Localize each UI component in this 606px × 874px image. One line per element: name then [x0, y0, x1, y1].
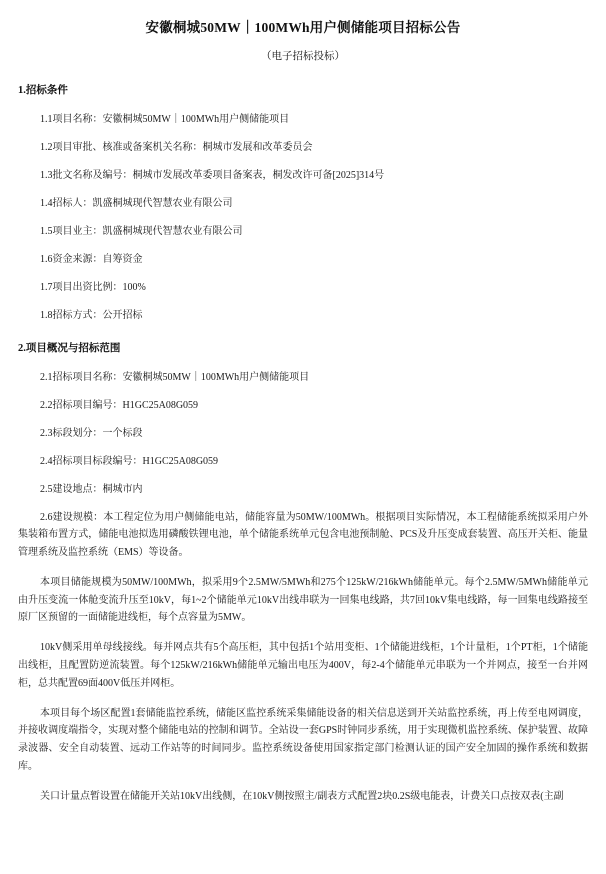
- clause-2-2: 2.2招标项目编号：H1GC25A08G059: [40, 399, 199, 411]
- document-subtitle: （电子招标投标）: [261, 51, 345, 63]
- clause-1-7: 1.7项目出资比例：100%: [40, 281, 146, 293]
- clause-1-1: 1.1项目名称：安徽桐城50MW｜100MWh用户侧储能项目: [40, 113, 290, 125]
- clause-2-4: 2.4招标项目标段编号：H1GC25A08G059: [40, 455, 219, 467]
- paragraph-metering-point: 关口计量点暂设置在储能开关站10kV出线侧，在10kV侧按照主/副表方式配置2块0.2S级电能表，计费关口点按双表(主副: [40, 790, 564, 802]
- clause-1-3: 1.3批文名称及编号：桐城市发展改革委项目备案表，桐发改许可备[2025]314号: [40, 169, 385, 181]
- clause-1-5: 1.5项目业主：凯盛桐城现代智慧农业有限公司: [40, 225, 243, 237]
- clause-2-5: 2.5建设地点：桐城市内: [40, 483, 143, 495]
- paragraph-storage-scale: 本项目储能规模为50MW/100MWh，拟采用9个2.5MW/5MWh和275个125kW/216kWh储能单元。每个2.5MW/5MWh储能单元由升压变流一体舱变流升压至10kV，每1~2个储能单元10kV出线串联为一回集电线路，共7回10kV集电线路，每一回集电线路接至原厂区预留的一面储能进线柜，每个点容量为5MW。: [18, 576, 588, 624]
- clause-1-2: 1.2项目审批、核准或备案机关名称：桐城市发展和改革委员会: [40, 141, 313, 153]
- clause-2-3: 2.3标段划分：一个标段: [40, 427, 143, 439]
- paragraph-10kv-busbar: 10kV侧采用单母线接线。每并网点共有5个高压柜，其中包括1个站用变柜、1个储能进线柜，1个计量柜，1个PT柜，1个储能出线柜，且配置防逆流装置。每个125kW/216kWh储能单元输出电压为400V，每2-4个储能单元串联为一个并网点，接至一台并网柜，总共配置69面400V低压并网柜。: [18, 642, 588, 689]
- clause-1-6: 1.6资金来源：自筹资金: [40, 253, 143, 265]
- clause-1-4: 1.4招标人：凯盛桐城现代智慧农业有限公司: [40, 197, 233, 209]
- clause-2-6-paragraph: 2.6建设规模：本工程定位为用户侧储能电站，储能容量为50MW/100MWh。根据项目实际情况，本工程储能系统拟采用户外集装箱布置方式，储能电池拟选用磷酸铁锂电池，单个储能系统单元包含电池预制舱、PCS及升压变成套装置、高压开关柜、能量管理系统及监控系统（EMS）等设备。: [18, 511, 588, 559]
- clause-1-8: 1.8招标方式：公开招标: [40, 309, 143, 321]
- section-heading-2: 2.项目概况与招标范围: [18, 342, 121, 354]
- clause-2-1: 2.1招标项目名称：安徽桐城50MW｜100MWh用户侧储能项目: [40, 371, 310, 383]
- page-title: 安徽桐城50MW｜100MWh用户侧储能项目招标公告: [145, 20, 461, 35]
- section-heading-1: 1.招标条件: [18, 85, 68, 96]
- paragraph-monitoring-system: 本项目每个场区配置1套储能监控系统，储能区监控系统采集储能设备的相关信息送到开关站监控系统，再上传至电网调度，并接收调度端指令，实现对整个储能电站的控制和调节。全站设一套GPS时钟同步系统，用于实现微机监控系统、保护装置、故障录波器、安全自动装置、远动工作站等的时间同步。监控系统设备使用国家指定部门检测认证的国产安全加固的操作系统和数据库。: [18, 707, 588, 773]
